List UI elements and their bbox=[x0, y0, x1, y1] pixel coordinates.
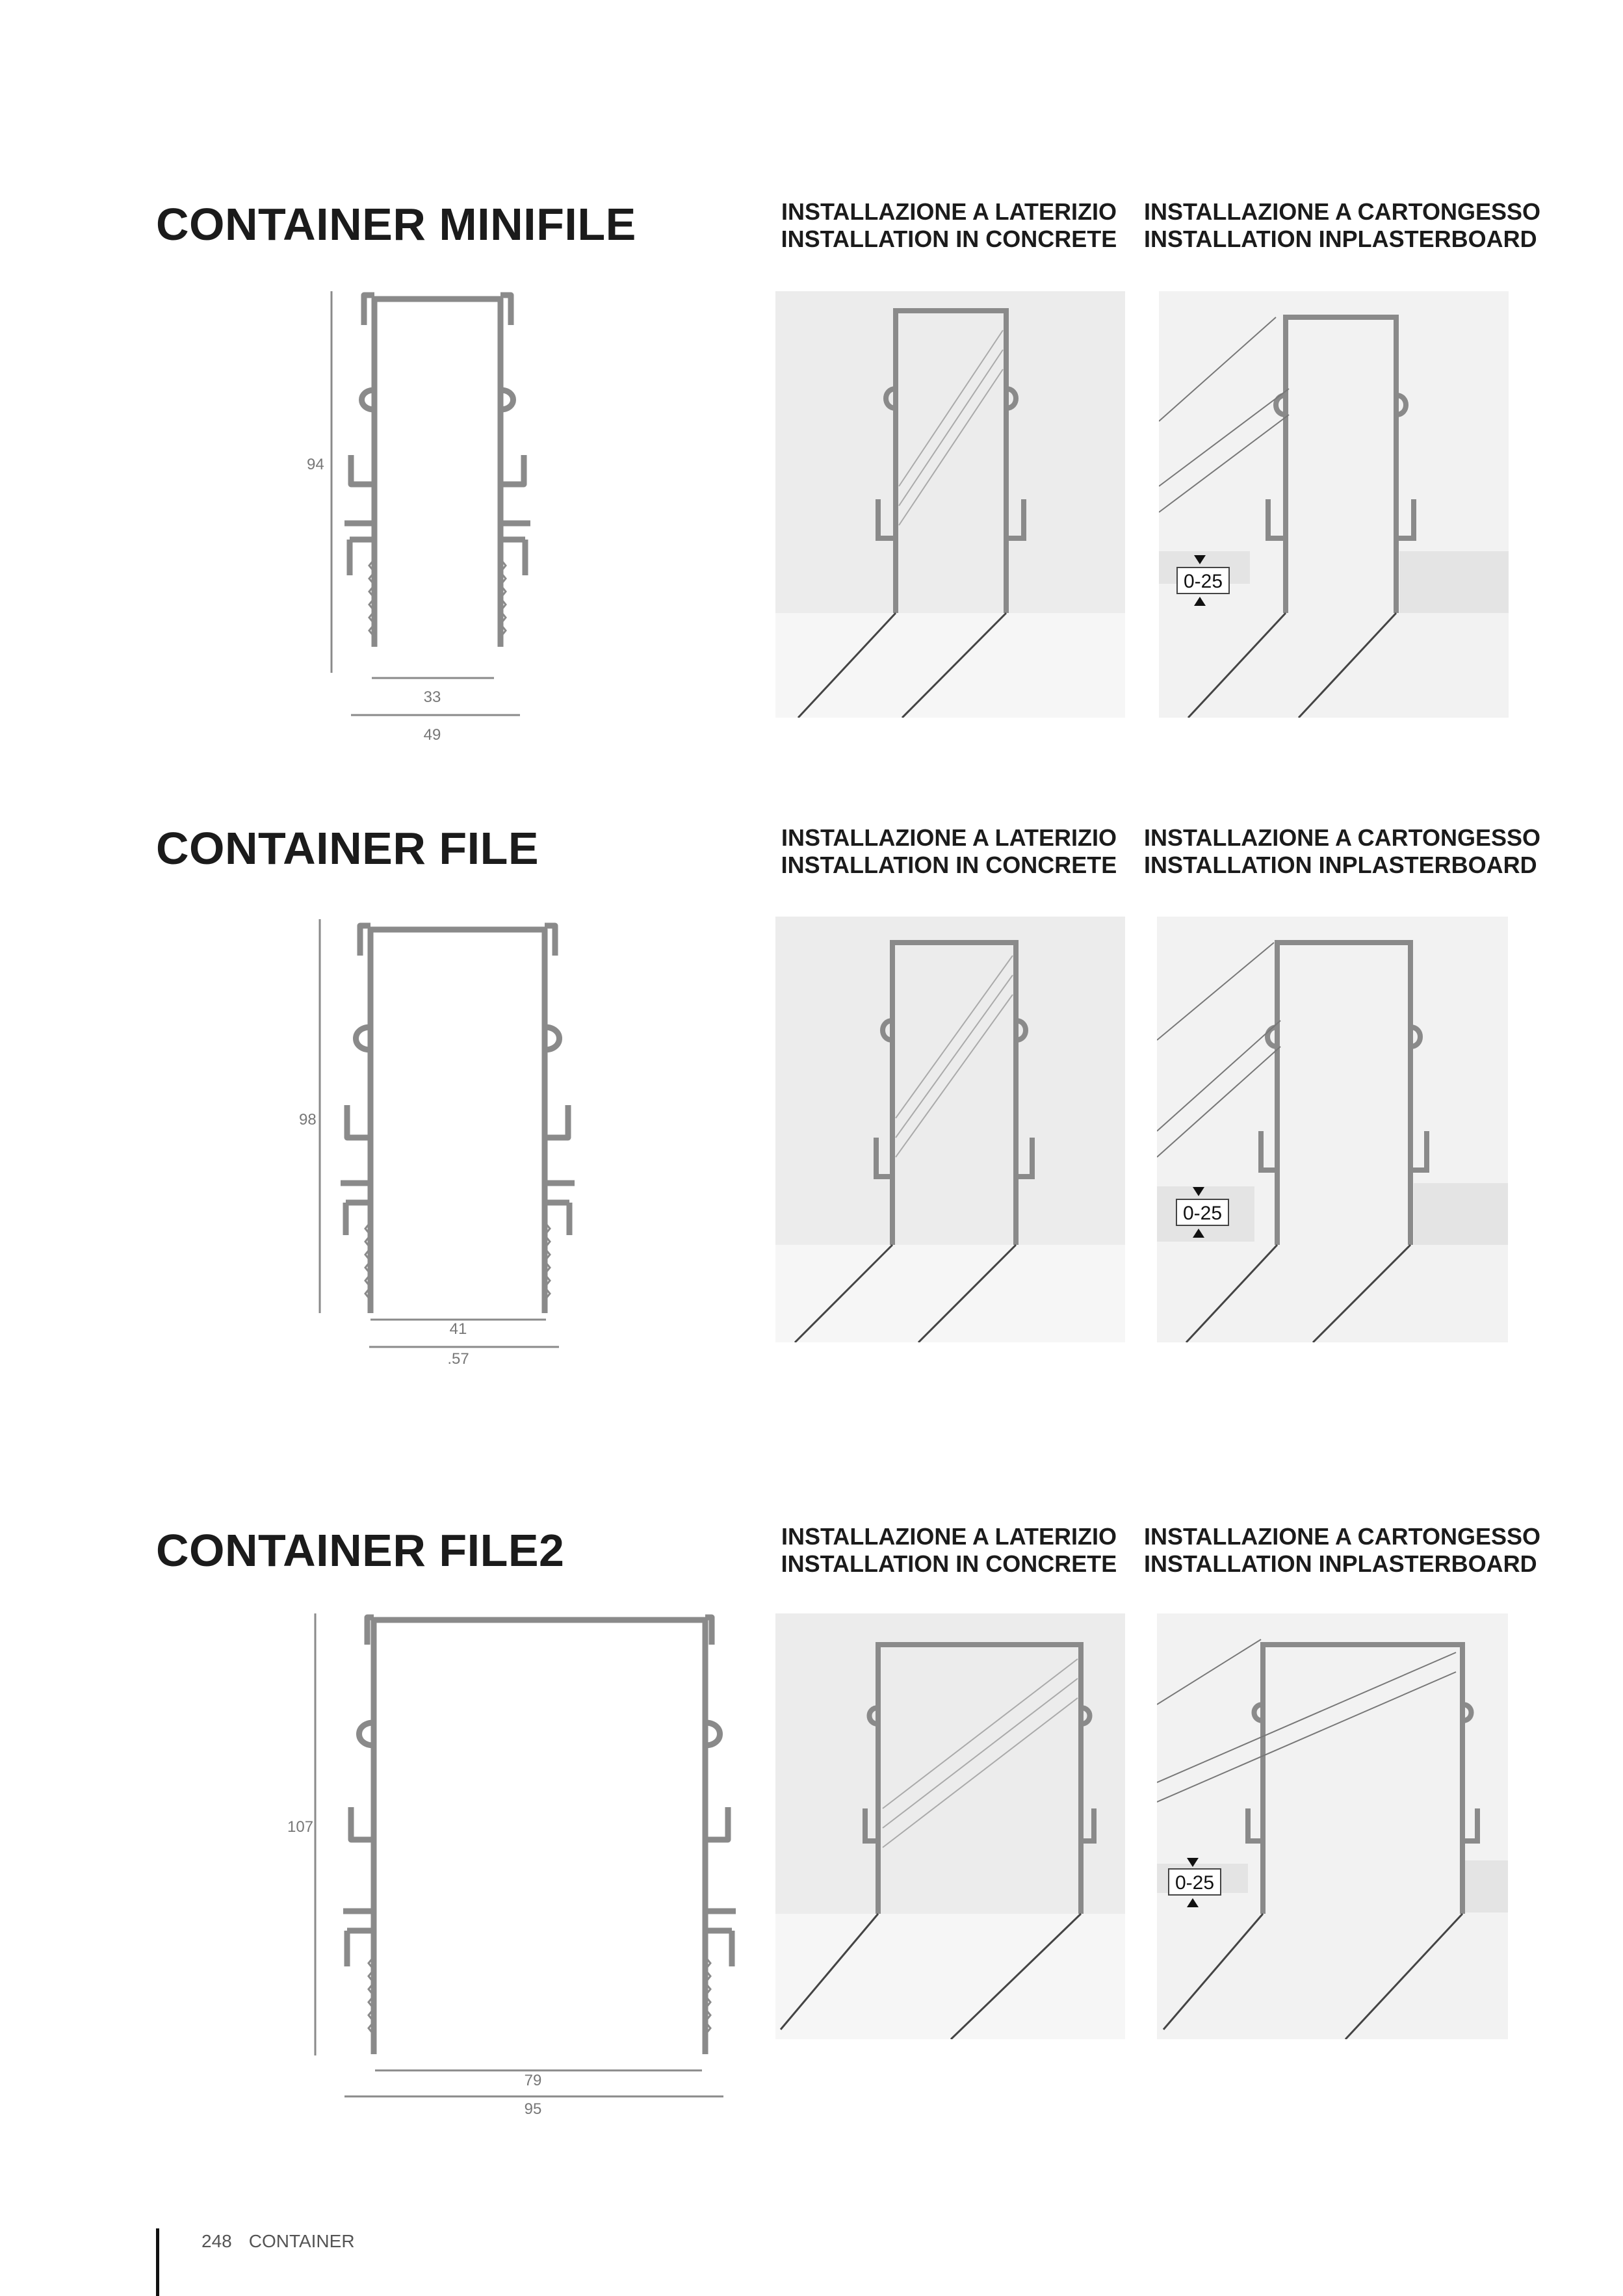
profile-drawing-file2 bbox=[279, 1606, 747, 2126]
header-concrete-3 bbox=[767, 1523, 1131, 1578]
plasterboard-install-diagram-minifile bbox=[1159, 291, 1509, 718]
footer-section-name: CONTAINER bbox=[248, 2231, 355, 2251]
plasterboard-install-diagram-file bbox=[1157, 917, 1508, 1342]
header-concrete-1 bbox=[767, 198, 1131, 253]
profile-drawing-minifile bbox=[299, 280, 559, 748]
header-plasterboard-1 bbox=[1144, 198, 1541, 253]
concrete-install-diagram-minifile bbox=[775, 291, 1125, 718]
header-plasterboard-en: INSTALLATION INPLASTERBOARD bbox=[1144, 1550, 1537, 1577]
gap-badge: 0-25 bbox=[1175, 1872, 1215, 1894]
header-concrete-en: INSTALLATION IN CONCRETE bbox=[781, 1550, 1117, 1577]
page-number: 248 bbox=[201, 2231, 232, 2251]
gap-badge: 0-25 bbox=[1183, 571, 1223, 592]
header-concrete-en: INSTALLATION IN CONCRETE bbox=[781, 226, 1117, 252]
header-concrete-it: INSTALLAZIONE A LATERIZIO bbox=[781, 198, 1117, 225]
section-title-minifile: CONTAINER MINIFILE bbox=[156, 199, 636, 250]
dim-height: 107 bbox=[287, 1818, 314, 1836]
footer-bar bbox=[156, 2228, 159, 2296]
dim-outer-width: 95 bbox=[524, 2100, 542, 2118]
dim-inner-width: 33 bbox=[423, 688, 441, 706]
header-concrete-2 bbox=[767, 824, 1131, 879]
header-plasterboard-3 bbox=[1144, 1523, 1541, 1578]
header-plasterboard-2 bbox=[1144, 824, 1541, 879]
section-title-file: CONTAINER FILE bbox=[156, 823, 539, 874]
dim-inner-width: 41 bbox=[449, 1320, 467, 1338]
dim-outer-width: .57 bbox=[447, 1350, 469, 1368]
dim-height: 98 bbox=[299, 1111, 317, 1128]
dim-inner-width: 79 bbox=[524, 2072, 542, 2089]
header-concrete-it: INSTALLAZIONE A LATERIZIO bbox=[781, 1523, 1117, 1550]
header-plasterboard-it: INSTALLAZIONE A CARTONGESSO bbox=[1144, 198, 1541, 225]
header-plasterboard-it: INSTALLAZIONE A CARTONGESSO bbox=[1144, 824, 1541, 851]
header-concrete-en: INSTALLATION IN CONCRETE bbox=[781, 852, 1117, 878]
plasterboard-install-diagram-file2 bbox=[1157, 1613, 1508, 2039]
header-concrete-it: INSTALLAZIONE A LATERIZIO bbox=[781, 824, 1117, 851]
dim-outer-width: 49 bbox=[423, 726, 441, 744]
header-plasterboard-en: INSTALLATION INPLASTERBOARD bbox=[1144, 852, 1537, 878]
concrete-install-diagram-file bbox=[775, 917, 1125, 1342]
header-plasterboard-it: INSTALLAZIONE A CARTONGESSO bbox=[1144, 1523, 1541, 1550]
header-plasterboard-en: INSTALLATION INPLASTERBOARD bbox=[1144, 226, 1537, 252]
concrete-install-diagram-file2 bbox=[775, 1613, 1125, 2039]
dim-height: 94 bbox=[307, 456, 324, 473]
section-title-file2: CONTAINER FILE2 bbox=[156, 1525, 565, 1576]
profile-drawing-file bbox=[286, 910, 598, 1378]
gap-badge: 0-25 bbox=[1182, 1203, 1223, 1224]
page-footer bbox=[201, 2231, 372, 2252]
